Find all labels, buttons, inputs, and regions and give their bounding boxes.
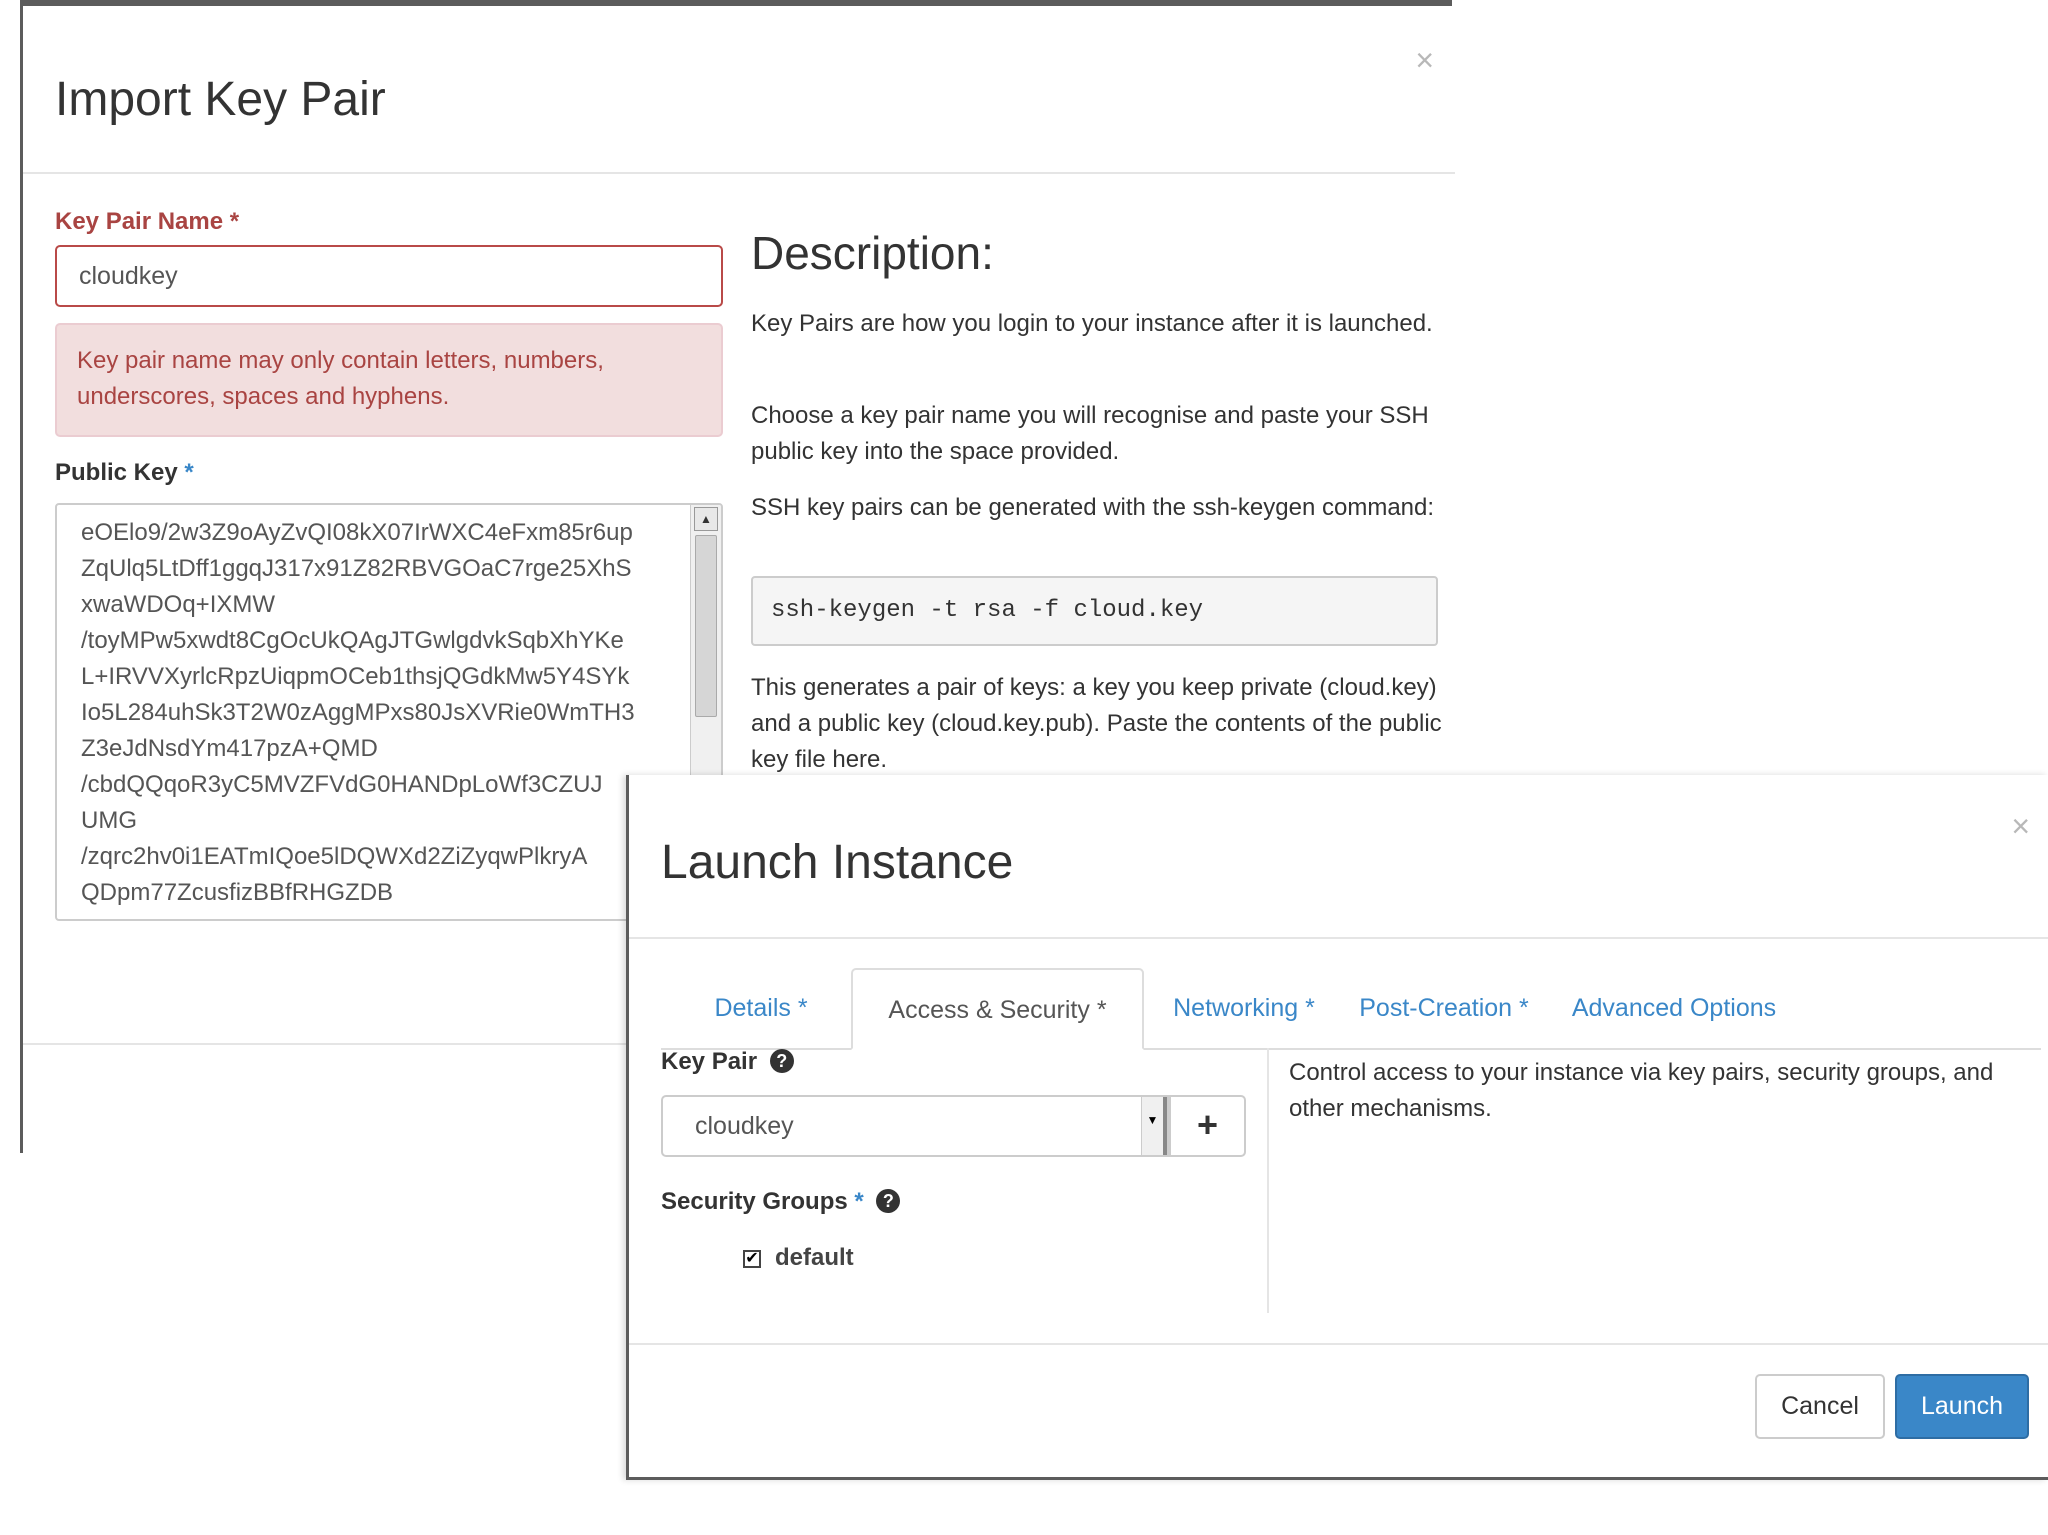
- public-key-line: Io5L284uhSk3T2W0zAggMPxs80JsXVRie0WmTH3: [81, 699, 635, 726]
- security-groups-label: [661, 1188, 900, 1216]
- column-divider: [1267, 1048, 1269, 1313]
- import-dialog-footer-divider: [23, 1043, 663, 1045]
- launch-dialog-close-button[interactable]: ×: [2011, 808, 2030, 844]
- public-key-line: UMG: [81, 807, 137, 834]
- public-key-line: QDpm77ZcusfizBBfRHGZDB: [81, 879, 394, 906]
- tab-advanced-options[interactable]: Advanced Options: [1571, 994, 1777, 1022]
- access-security-help-text: Control access to your instance via key pairs, security groups, and other mechanisms.: [1289, 1059, 1994, 1122]
- import-dialog-header-divider: [23, 172, 1455, 174]
- add-key-pair-button[interactable]: +: [1169, 1095, 1246, 1157]
- security-groups-label-text: Security Groups: [661, 1188, 848, 1215]
- keypair-name-input[interactable]: cloudkey: [55, 245, 723, 307]
- key-pair-select[interactable]: [661, 1095, 1169, 1157]
- description-paragraph: SSH key pairs can be generated with the ssh-keygen command:: [751, 494, 1435, 521]
- chevron-down-icon[interactable]: ▼: [1141, 1097, 1167, 1155]
- launch-dialog-header-divider: [629, 937, 2048, 939]
- security-group-default-label[interactable]: default: [775, 1244, 854, 1271]
- launch-dialog-title: Launch Instance: [661, 836, 1014, 889]
- tab-networking[interactable]: Networking *: [1173, 994, 1315, 1022]
- public-key-line: /cbdQQqoR3yC5MVZFVdG0HANDpLoWf3CZUJ: [81, 771, 603, 798]
- launch-instance-dialog: [626, 775, 2048, 1480]
- description-paragraph: This generates a pair of keys: a key you keep private (cloud.key) and a public key (cloud.key.pub). Paste the contents of the public key file here.: [751, 674, 1442, 773]
- tab-access-security[interactable]: Access & Security *: [851, 968, 1144, 1050]
- keypair-name-error-alert: Key pair name may only contain letters, numbers, underscores, spaces and hyphens.: [55, 323, 723, 437]
- public-key-line: ZqUlq5LtDff1ggqJ317x91Z82RBVGOaC7rge25XhS: [81, 555, 632, 582]
- public-key-line: /zqrc2hv0i1EATmIQoe5lDQWXd2ZiZyqwPlkryA: [81, 843, 588, 870]
- public-key-line: Z3eJdNsdYm417pzA+QMD: [81, 735, 378, 762]
- key-pair-selected-value: cloudkey: [695, 1112, 794, 1140]
- cancel-button[interactable]: Cancel: [1755, 1374, 1885, 1439]
- public-key-label: [55, 459, 194, 487]
- key-pair-label: [661, 1048, 794, 1076]
- public-key-label-text: Public Key: [55, 459, 178, 486]
- keypair-name-label: [55, 208, 239, 236]
- import-dialog-title: Import Key Pair: [55, 73, 386, 126]
- launch-dialog-footer-divider: [629, 1343, 2048, 1345]
- launch-button[interactable]: Launch: [1895, 1374, 2029, 1439]
- public-key-line: /toyMPw5xwdt8CgOcUkQAgJTGwlgdvkSqbXhYKe: [81, 627, 624, 654]
- scroll-up-arrow-icon[interactable]: ▲: [694, 507, 718, 531]
- required-mark: *: [854, 1188, 864, 1215]
- question-circle-icon[interactable]: ?: [876, 1189, 900, 1213]
- description-heading: Description:: [751, 227, 994, 279]
- security-group-default-checkbox[interactable]: ✔: [743, 1250, 761, 1268]
- tab-details[interactable]: Details *: [714, 994, 808, 1022]
- public-key-textarea[interactable]: [55, 503, 723, 921]
- launch-tabs: [661, 968, 2041, 1050]
- tab-post-creation[interactable]: Post-Creation *: [1359, 994, 1529, 1022]
- description-paragraph: Key Pairs are how you login to your instance after it is launched.: [751, 310, 1433, 337]
- key-pair-label-text: Key Pair: [661, 1048, 758, 1075]
- required-mark: *: [229, 208, 240, 235]
- description-paragraph: Choose a key pair name you will recognise and paste your SSH public key into the space provided.: [751, 402, 1429, 465]
- public-key-line: eOElo9/2w3Z9oAyZvQI08kX07IrWXC4eFxm85r6up: [81, 519, 633, 546]
- access-security-form: [661, 1048, 1261, 1313]
- public-key-line: L+IRVVXyrlcRpzUiqpmOCeb1thsjQGdkMw5Y4SYk: [81, 663, 630, 690]
- public-key-line: xwaWDOq+IXMW: [81, 591, 276, 618]
- keypair-name-label-text: Key Pair Name: [55, 208, 224, 235]
- scrollbar-thumb[interactable]: [695, 535, 717, 717]
- required-mark: *: [184, 459, 194, 486]
- question-circle-icon[interactable]: ?: [770, 1049, 794, 1073]
- import-dialog-close-button[interactable]: ×: [1415, 42, 1434, 78]
- public-key-text: [81, 515, 635, 911]
- ssh-keygen-command: ssh-keygen -t rsa -f cloud.key: [751, 576, 1438, 646]
